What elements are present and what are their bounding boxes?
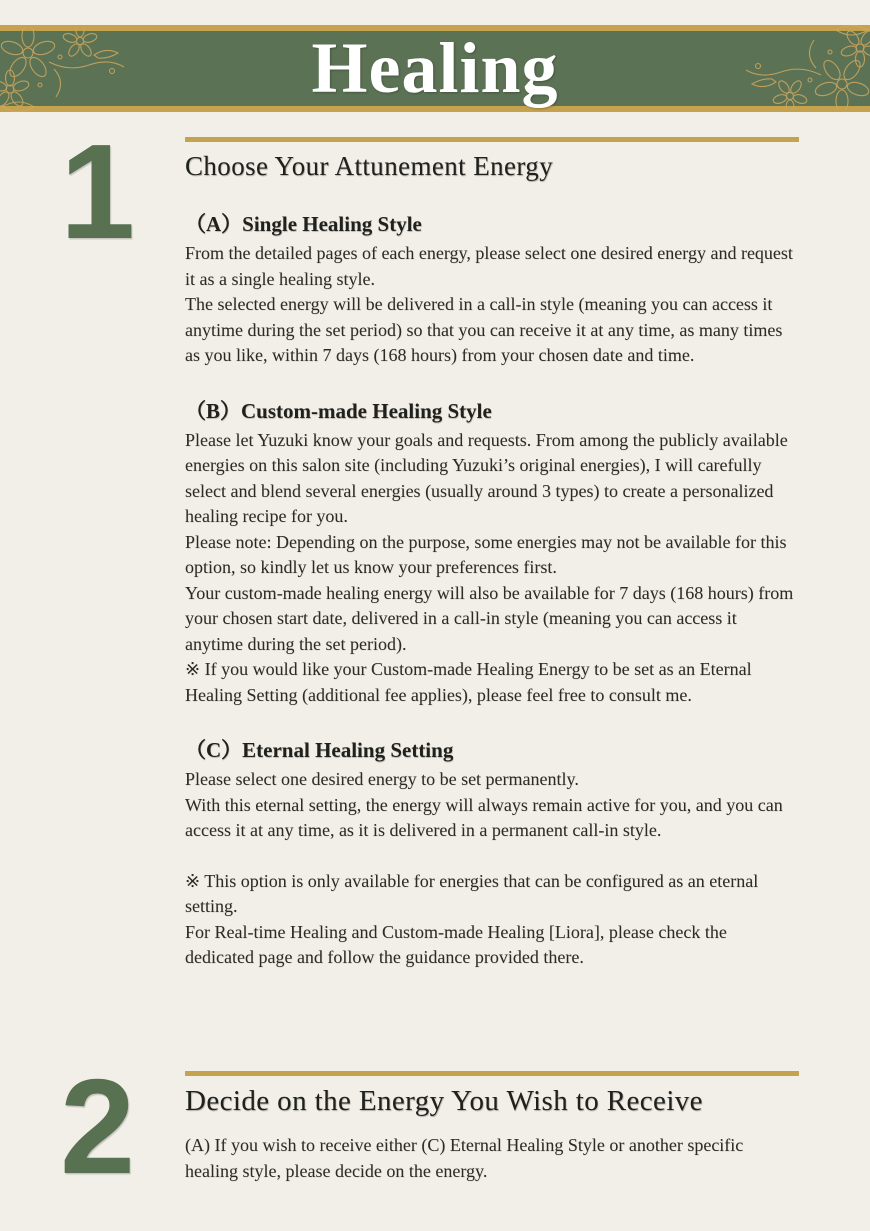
section-1-title: Choose Your Attunement Energy [185,151,554,181]
paragraph: Please note: Depending on the purpose, some energies may not be available for this option, so kindly let us know your preferences first. [185,531,787,577]
paragraph: Please let Yuzuki know your goals and requests. From among the publicly available energies on this salon site (including Yuzuki’s original energies), I will carefully select and blend several energies (usually around 3 types) to create a personalized healing recipe for you. [185,429,788,526]
page-title: Healing [311,28,559,108]
subsection-a-body [185,241,799,369]
paragraph: (A) If you wish to receive either (C) Eternal Healing Style or another specific healing style, please decide on the energy. [185,1135,744,1181]
subsection-c-body [185,767,799,971]
paragraph: For Real-time Healing and Custom-made Healing [Liora], please check the dedicated page and follow the guidance provided there. [185,921,727,967]
section-2-title: Decide on the Energy You Wish to Receive [185,1085,703,1117]
paragraph: Please select one desired energy to be set permanently. [185,769,579,789]
section-2-body [185,1133,799,1184]
section-2 [185,1071,799,1184]
subsection-a [185,208,799,369]
paragraph: The selected energy will be delivered in a call-in style (meaning you can access it anytime during the set period) so that you can receive it at any time, as many times as you like, within 7 days (168 hours) from your chosen date and time. [185,294,783,365]
subsection-c-heading: （C）Eternal Healing Setting [185,738,454,762]
subsection-c [185,734,799,971]
paragraph: ※ This option is only available for energies that can be configured as an eternal setting. [185,870,759,916]
section-2-number: 2 [60,1051,136,1202]
subsection-b-body [185,428,799,709]
paragraph: With this eternal setting, the energy will always remain active for you, and you can access it at any time, as it is delivered in a permanent call-in style. [185,794,783,840]
header-banner [0,25,870,112]
section-1-divider [185,137,799,142]
paragraph: ※ If you would like your Custom-made Healing Energy to be set as an Eternal Healing Setting (additional fee applies), please feel free to consult me. [185,659,752,705]
spacer [185,844,799,869]
paragraph: From the detailed pages of each energy, please select one desired energy and request it as a single healing style. [185,243,793,289]
paragraph: Your custom-made healing energy will also be available for 7 days (168 hours) from your chosen start date, delivered in a call-in style (meaning you can access it anytime during the set period). [185,582,794,654]
section-1 [185,137,799,971]
subsection-b-heading: （B）Custom-made Healing Style [185,398,492,423]
subsection-b [185,395,799,709]
section-1-number: 1 [60,116,136,267]
section-2-divider [185,1071,799,1076]
subsection-a-heading: （A）Single Healing Style [185,212,422,236]
